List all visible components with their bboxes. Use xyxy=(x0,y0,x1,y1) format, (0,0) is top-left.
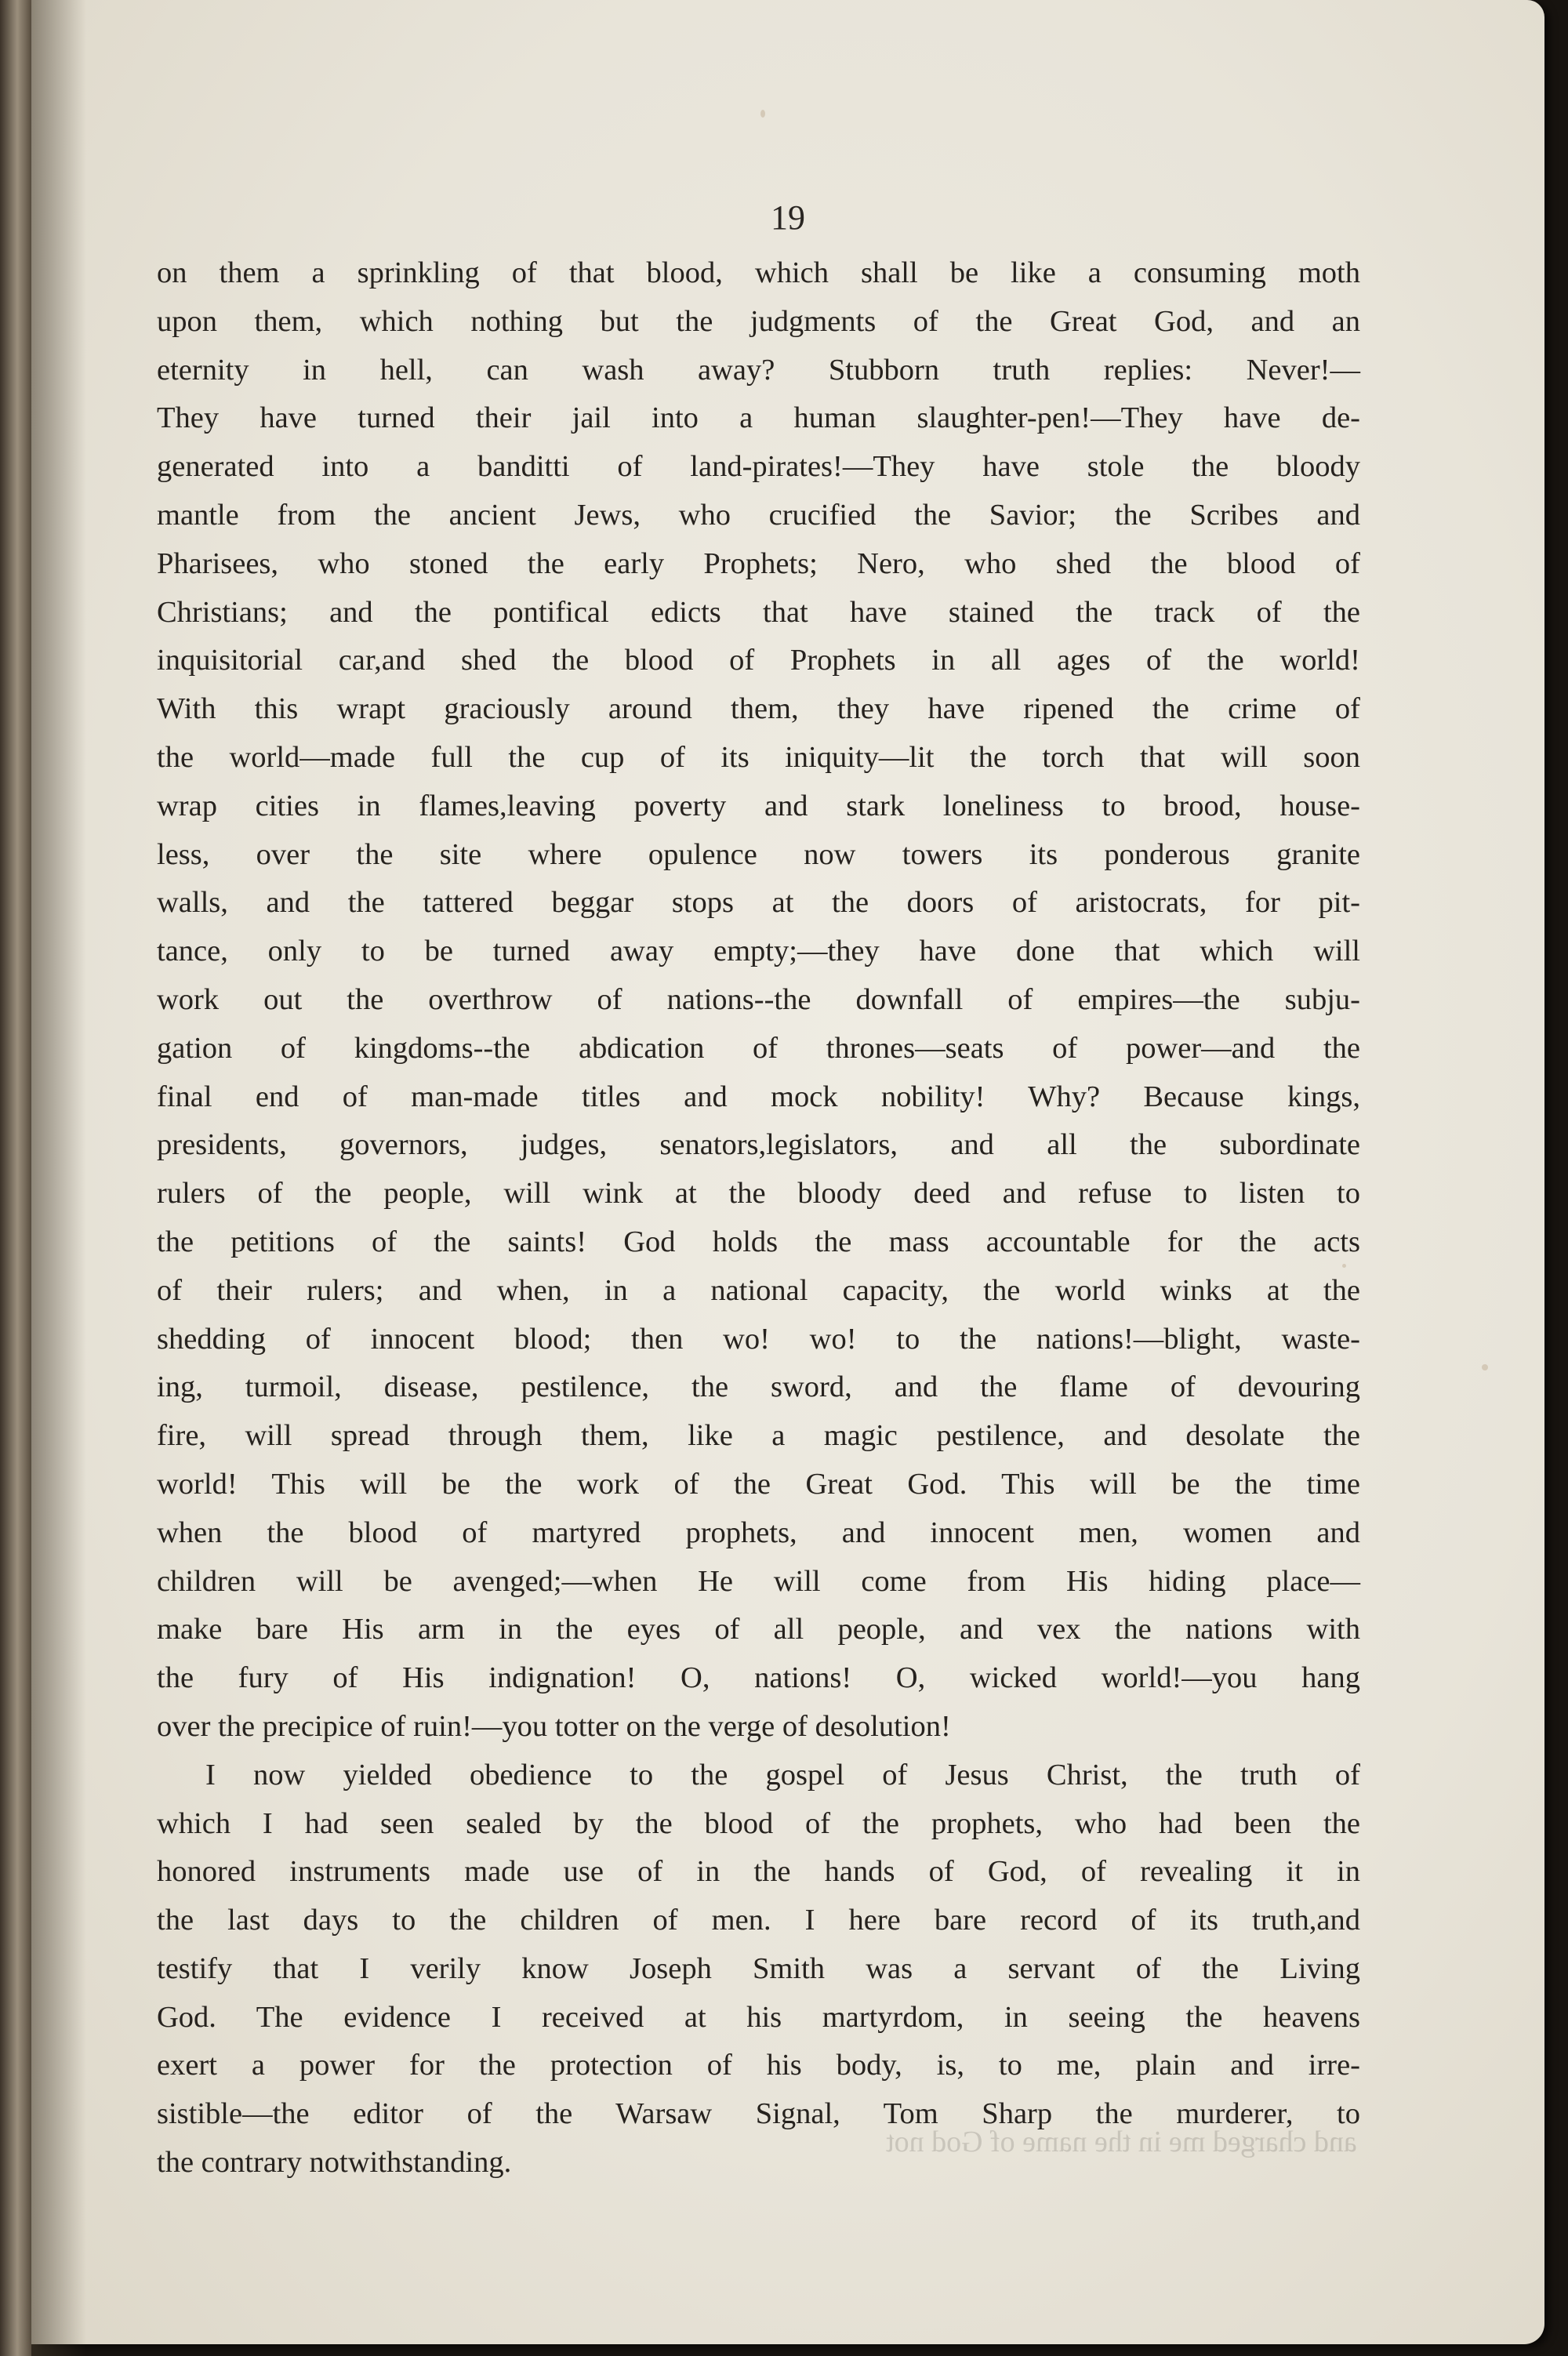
body-text xyxy=(157,249,1360,2187)
text-line: Pharisees, who stoned the early Prophets; Nero, who shed the blood of xyxy=(157,546,1360,580)
text-line: of their rulers; and when, in a national capacity, the world winks at the xyxy=(157,1273,1360,1307)
text-line: less, over the site where opulence now towers its ponderous granite xyxy=(157,837,1360,871)
text-line: Christians; and the pontifical edicts that have stained the track of the xyxy=(157,595,1360,629)
text-line: tance, only to be turned away empty;—they have done that which will xyxy=(157,935,1360,968)
text-line: the last days to the children of men. I here bare record of its truth,and xyxy=(157,1904,1360,1937)
text-line: I now yielded obedience to the gospel of Jesus Christ, the truth of xyxy=(205,1758,1360,1792)
text-line: work out the overthrow of nations--the downfall of empires—the subju- xyxy=(157,982,1360,1016)
gutter-shadow xyxy=(31,0,86,2356)
text-line: With this wrapt graciously around them, they have ripened the crime of xyxy=(157,692,1360,726)
foxing-spot xyxy=(760,110,765,118)
text-line: God. The evidence I received at his martyrdom, in seeing the heavens xyxy=(157,2000,1360,2034)
text-line: testify that I verily know Joseph Smith was a servant of the Living xyxy=(157,1951,1360,1985)
text-line: walls, and the tattered beggar stops at the doors of aristocrats, for pit- xyxy=(157,886,1360,920)
text-line: wrap cities in flames,leaving poverty and stark loneliness to brood, house- xyxy=(157,789,1360,822)
text-line: fire, will spread through them, like a magic pestilence, and desolate the xyxy=(157,1419,1360,1453)
text-line: mantle from the ancient Jews, who crucified the Savior; the Scribes and xyxy=(157,498,1360,532)
text-line: honored instruments made use of in the hands of God, of revealing it in xyxy=(157,1855,1360,1889)
book-page xyxy=(31,0,1544,2344)
text-line: the world—made full the cup of its iniquity—lit the torch that will soon xyxy=(157,740,1360,774)
text-line: world! This will be the work of the Great God. This will be the time xyxy=(157,1467,1360,1501)
text-line: inquisitorial car,and shed the blood of Prophets in all ages of the world! xyxy=(157,644,1360,677)
text-line: which I had seen sealed by the blood of the prophets, who had been the xyxy=(157,1806,1360,1840)
text-line: children will be avenged;—when He will come from His hiding place— xyxy=(157,1564,1360,1598)
facing-page-edge xyxy=(0,0,31,2356)
foxing-spot xyxy=(1482,1364,1488,1370)
paragraph-2 xyxy=(157,1752,1360,2187)
page-number: 19 xyxy=(771,198,805,237)
text-line: exert a power for the protection of his body, is, to me, plain and irre- xyxy=(157,2049,1360,2082)
paragraph-1 xyxy=(157,249,1360,1752)
text-line: generated into a banditti of land-pirates!—They have stole the bloody xyxy=(157,450,1360,484)
text-line: final end of man-made titles and mock nobility! Why? Because kings, xyxy=(157,1080,1360,1113)
text-line: over the precipice of ruin!—you totter on the verge of desolution! xyxy=(157,1709,951,1743)
text-line: rulers of the people, will wink at the bloody deed and refuse to listen to xyxy=(157,1177,1360,1211)
text-line: sistible—the editor of the Warsaw Signal, Tom Sharp the murderer, to xyxy=(157,2097,1360,2131)
text-line: the contrary notwithstanding. xyxy=(157,2146,512,2180)
text-line: upon them, which nothing but the judgments of the Great God, and an xyxy=(157,304,1360,338)
bleed-through-text: and charged me in the name of God not xyxy=(886,2125,1357,2158)
text-line: ing, turmoil, disease, pestilence, the sword, and the flame of devouring xyxy=(157,1370,1360,1404)
text-line: make bare His arm in the eyes of all people, and vex the nations with xyxy=(157,1613,1360,1646)
text-line: the fury of His indignation! O, nations! O, wicked world!—you hang xyxy=(157,1661,1360,1695)
text-line: when the blood of martyred prophets, and innocent men, women and xyxy=(157,1516,1360,1549)
text-line: gation of kingdoms--the abdication of thrones—seats of power—and the xyxy=(157,1031,1360,1065)
text-line: presidents, governors, judges, senators,legislators, and all the subordinate xyxy=(157,1128,1360,1162)
text-line: the petitions of the saints! God holds the mass accountable for the acts xyxy=(157,1225,1360,1258)
text-line: on them a sprinkling of that blood, which shall be like a consuming moth xyxy=(157,256,1360,289)
text-line: They have turned their jail into a human slaughter-pen!—They have de- xyxy=(157,401,1360,435)
text-line: eternity in hell, can wash away? Stubborn truth replies: Never!— xyxy=(157,353,1360,387)
text-line: shedding of innocent blood; then wo! wo! to the nations!—blight, waste- xyxy=(157,1322,1360,1356)
